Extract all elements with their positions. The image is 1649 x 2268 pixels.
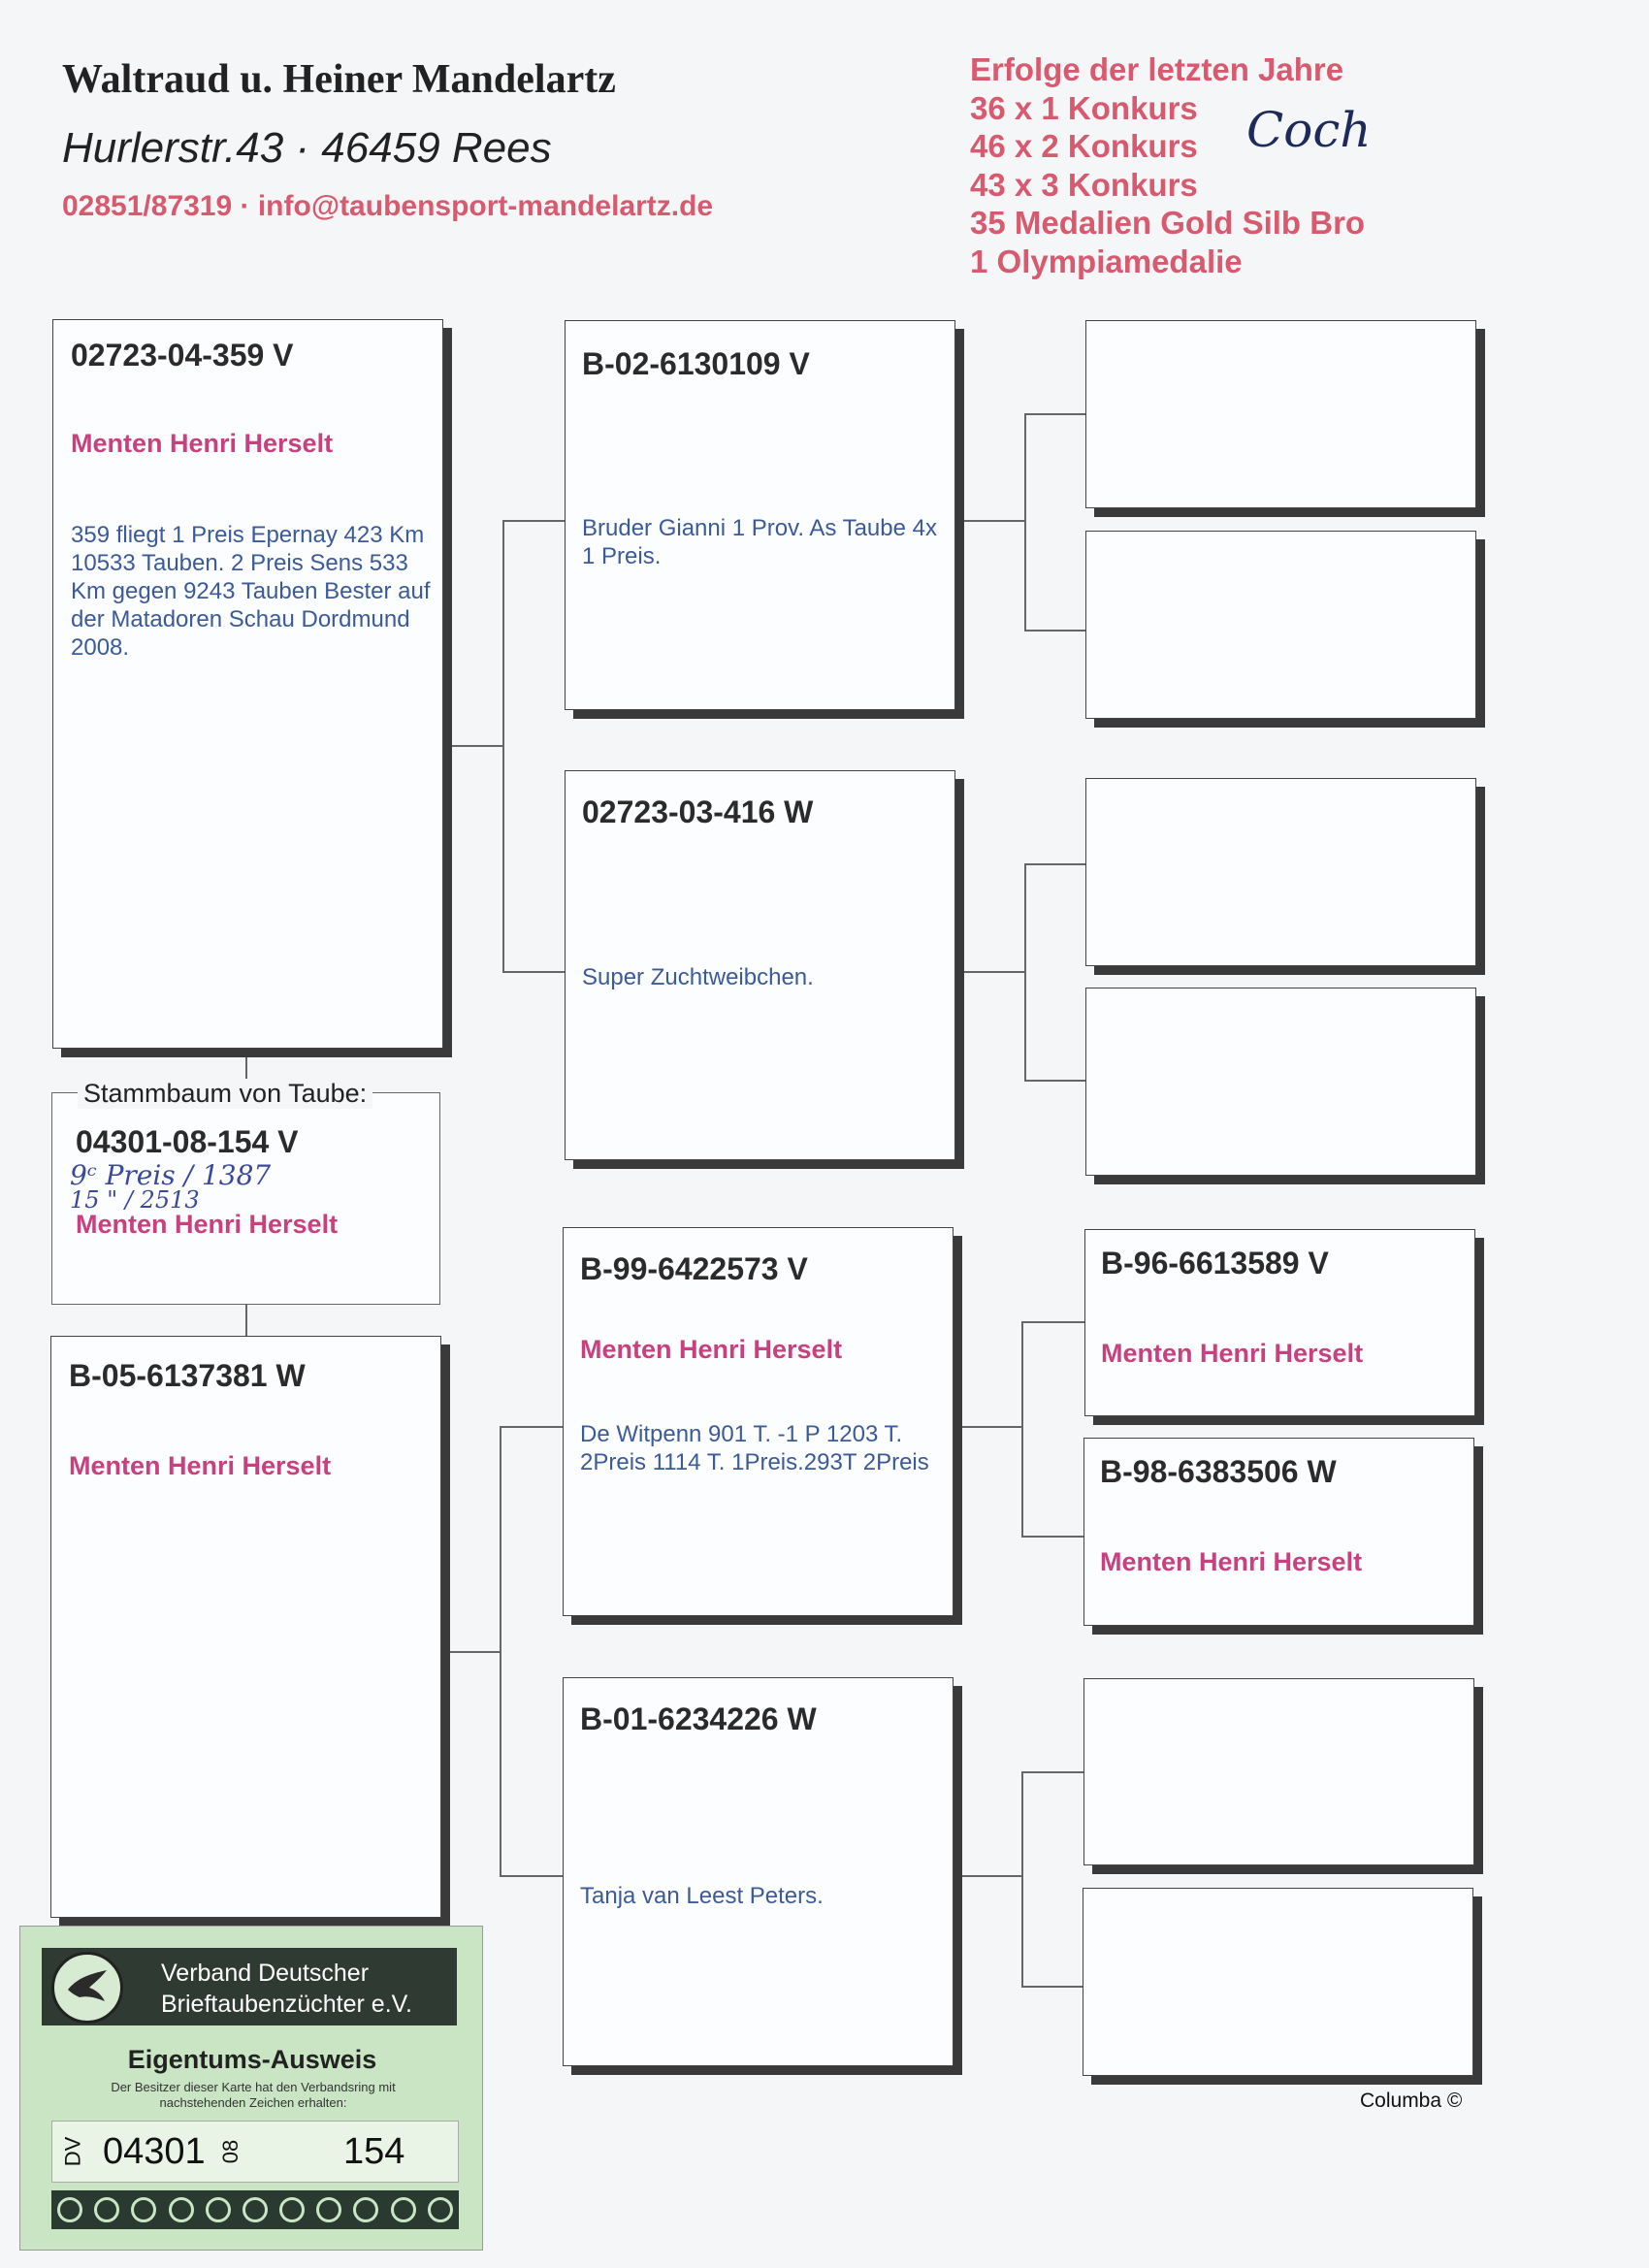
ownership-card bbox=[19, 1926, 483, 2251]
success-stats bbox=[970, 50, 1365, 280]
connector bbox=[1024, 413, 1026, 631]
connector bbox=[1021, 1321, 1084, 1323]
bird-info: Tanja van Leest Peters. bbox=[580, 1883, 824, 1909]
ring-number: B-01-6234226 W bbox=[580, 1701, 817, 1736]
ring-number: B-98-6383506 W bbox=[1100, 1454, 1337, 1489]
connector bbox=[958, 1875, 1022, 1877]
ring-number: B-99-6422573 V bbox=[580, 1251, 808, 1286]
connector bbox=[1024, 413, 1085, 415]
sire-breeder: Menten Henri Herselt bbox=[71, 429, 334, 458]
card-ring-number bbox=[51, 2121, 459, 2183]
card-org-line: Brieftaubenzüchter e.V. bbox=[161, 1991, 412, 2018]
great-grandparent-box-8 bbox=[1083, 1888, 1473, 2076]
card-prefix: DV bbox=[60, 2136, 85, 2167]
connector bbox=[1021, 1986, 1084, 1988]
connector bbox=[245, 1305, 247, 1336]
card-year: 08 bbox=[218, 2139, 243, 2164]
card-org-name bbox=[161, 1958, 412, 2020]
great-grandparent-box-6 bbox=[1083, 1438, 1474, 1626]
sire-ring-number: 02723-04-359 V bbox=[71, 338, 294, 373]
connector bbox=[448, 745, 502, 747]
great-grandparent-box-3 bbox=[1085, 778, 1476, 966]
card-number: 04301 bbox=[103, 2131, 206, 2172]
dam-ring-number: B-05-6137381 W bbox=[69, 1358, 306, 1393]
great-grandparent-box-4 bbox=[1085, 988, 1476, 1176]
card-org-line: Verband Deutscher bbox=[161, 1960, 370, 1987]
subject-breeder: Menten Henri Herselt bbox=[76, 1210, 339, 1239]
sire-info: 359 fliegt 1 Preis Epernay 423 Km 10533 Tauben. 2 Preis Sens 533 Km gegen 9243 Tauben Bester auf der Matadoren Schau Dordmund 2008. bbox=[71, 522, 431, 661]
connector bbox=[500, 1875, 563, 1877]
stats-line: 46 x 2 Konkurs bbox=[970, 128, 1198, 164]
connector bbox=[1021, 1321, 1023, 1537]
great-grandparent-box-7 bbox=[1083, 1678, 1474, 1865]
card-title: Eigentums-Ausweis bbox=[127, 2045, 377, 2074]
stats-line: 43 x 3 Konkurs bbox=[970, 166, 1198, 203]
great-grandparent-box-1 bbox=[1085, 320, 1476, 508]
subject-handwritten-2: 15 " / 2513 bbox=[70, 1186, 200, 1214]
granddam-maternal-box bbox=[563, 1677, 954, 2066]
connector bbox=[1024, 863, 1026, 1081]
subject-handwritten-1: 9ᶜ Preis / 1387 bbox=[70, 1159, 272, 1191]
connector bbox=[502, 520, 565, 522]
subject-ring-number: 04301-08-154 V bbox=[76, 1124, 299, 1159]
connector bbox=[1024, 1080, 1085, 1082]
grandsire-paternal-box bbox=[565, 320, 955, 710]
copyright-footer: Columba © bbox=[1360, 2090, 1463, 2112]
connector bbox=[1021, 1771, 1023, 1987]
breeder-name: Waltraud u. Heiner Mandelartz bbox=[62, 57, 616, 102]
bird-breeder: Menten Henri Herselt bbox=[580, 1335, 843, 1364]
connector bbox=[446, 1651, 501, 1653]
ring-number: B-02-6130109 V bbox=[582, 346, 810, 381]
dam-box bbox=[50, 1336, 441, 1918]
connector bbox=[960, 520, 1024, 522]
connector bbox=[1021, 1536, 1084, 1538]
connector bbox=[958, 1426, 1022, 1428]
stats-line: 36 x 1 Konkurs bbox=[970, 89, 1198, 126]
granddam-paternal-box bbox=[565, 770, 955, 1160]
dam-breeder: Menten Henri Herselt bbox=[69, 1451, 332, 1480]
grandsire-maternal-box bbox=[563, 1227, 954, 1616]
bird-breeder: Menten Henri Herselt bbox=[1100, 1547, 1363, 1576]
ring-number: B-96-6613589 V bbox=[1101, 1246, 1329, 1280]
card-note: Der Besitzer dieser Karte hat den Verbandsring mit nachstehenden Zeichen erhalten: bbox=[111, 2080, 396, 2110]
sire-box bbox=[52, 319, 443, 1049]
breeder-contact: 02851/87319 · info@taubensport-mandelartz.de bbox=[62, 190, 714, 222]
connector bbox=[502, 971, 565, 973]
stats-line: 35 Medalien Gold Silb Bro bbox=[970, 205, 1366, 241]
pedigree-label: Stammbaum von Taube: bbox=[78, 1079, 372, 1109]
connector bbox=[500, 1426, 501, 1876]
connector bbox=[1021, 1771, 1084, 1773]
subject-box bbox=[51, 1092, 440, 1305]
breeder-address: Hurlerstr.43 · 46459 Rees bbox=[62, 124, 552, 172]
pigeon-logo-icon bbox=[51, 1952, 123, 2024]
card-ornament-strip bbox=[51, 2190, 459, 2229]
ring-number: 02723-03-416 W bbox=[582, 794, 814, 829]
great-grandparent-box-2 bbox=[1085, 531, 1476, 719]
connector bbox=[1024, 630, 1085, 632]
bird-info: Bruder Gianni 1 Prov. As Taube 4x 1 Preis. bbox=[582, 515, 937, 569]
bird-breeder: Menten Henri Herselt bbox=[1101, 1339, 1364, 1368]
stats-line: 1 Olympiamedalie bbox=[970, 243, 1243, 279]
bird-info: Super Zuchtweibchen. bbox=[582, 964, 814, 990]
handwritten-note: Coch bbox=[1246, 102, 1372, 158]
connector bbox=[500, 1426, 563, 1428]
connector bbox=[1024, 863, 1085, 865]
bird-info: De Witpenn 901 T. -1 P 1203 T. 2Preis 1114 T. 1Preis.293T 2Preis bbox=[580, 1421, 929, 1475]
stats-line: Erfolge der letzten Jahre bbox=[970, 51, 1344, 87]
connector bbox=[502, 520, 504, 972]
great-grandparent-box-5 bbox=[1084, 1229, 1475, 1416]
connector bbox=[960, 971, 1024, 973]
card-serial: 154 bbox=[343, 2131, 405, 2172]
